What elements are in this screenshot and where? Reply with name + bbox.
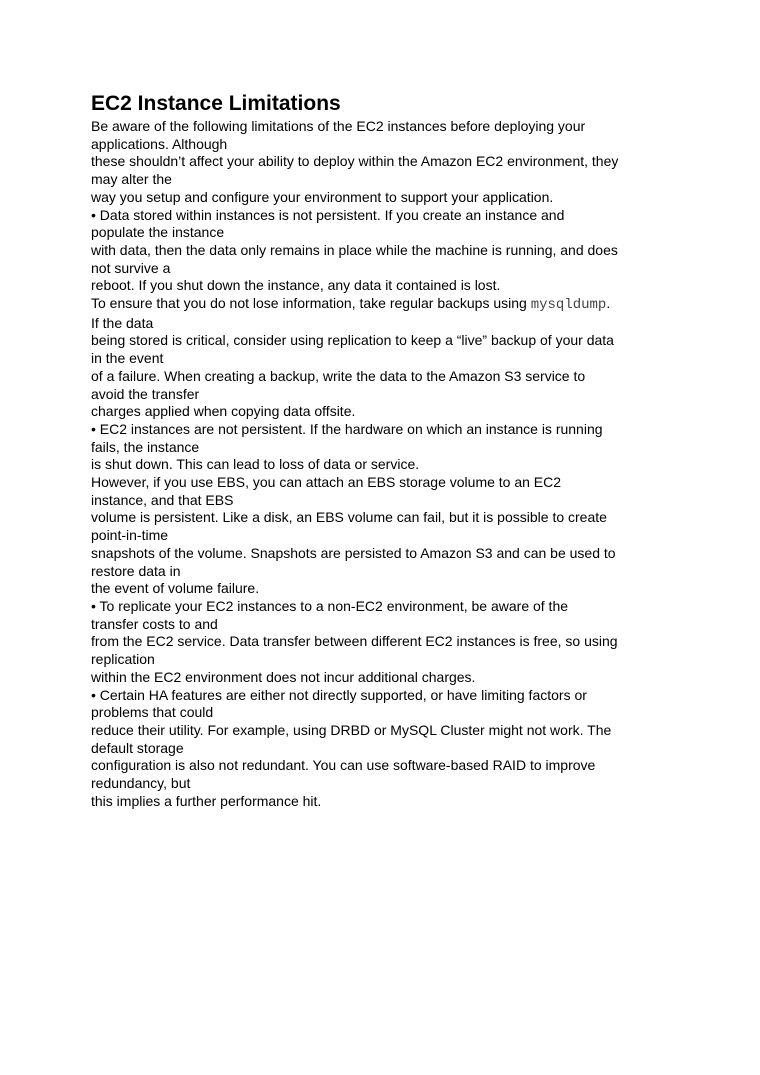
text-line: in the event: [91, 350, 164, 367]
text-line: way you setup and configure your environment to support your application.: [91, 188, 554, 205]
text-line: from the EC2 service. Data transfer between different EC2 instances is free, so using: [91, 633, 618, 650]
text-line: not survive a: [91, 259, 171, 276]
backup-line-prefix: To ensure that you do not lose information, take regular backups using: [91, 295, 531, 312]
text-line: this implies a further performance hit.: [91, 792, 322, 809]
text-line: • Certain HA features are either not directly supported, or have limiting factors or: [91, 686, 587, 703]
text-line: replication: [91, 651, 155, 668]
text-line: populate the instance: [91, 224, 225, 241]
text-line: instance, and that EBS: [91, 491, 234, 508]
text-line: restore data in: [91, 562, 181, 579]
text-line: being stored is critical, consider using replication to keep a “live” backup of your data: [91, 332, 614, 349]
text-line: avoid the transfer: [91, 385, 200, 402]
body-text: [91, 118, 681, 810]
backup-line-suffix: .: [606, 295, 611, 312]
document-page: [91, 92, 681, 810]
code-mysqldump: mysqldump: [530, 297, 607, 314]
text-line: configuration is also not redundant. You can use software-based RAID to improve: [91, 757, 596, 774]
text-line: applications. Although: [91, 135, 228, 152]
text-line: is shut down. This can lead to loss of data or service.: [91, 456, 420, 473]
text-line: • To replicate your EC2 instances to a non-EC2 environment, be aware of the: [91, 597, 569, 614]
text-line: redundancy, but: [91, 775, 191, 792]
text-line: fails, the instance: [91, 438, 200, 455]
text-line: default storage: [91, 739, 184, 756]
text-line: may alter the: [91, 171, 172, 188]
text-line: of a failure. When creating a backup, write the data to the Amazon S3 service to: [91, 367, 586, 384]
text-line: snapshots of the volume. Snapshots are persisted to Amazon S3 and can be used to: [91, 544, 616, 561]
text-line: the event of volume failure.: [91, 580, 260, 597]
text-line: transfer costs to and: [91, 615, 218, 632]
text-line: within the EC2 environment does not incur additional charges.: [91, 668, 476, 685]
text-line: charges applied when copying data offsite.: [91, 403, 356, 420]
text-line: point-in-time: [91, 527, 169, 544]
text-line: However, if you use EBS, you can attach an EBS storage volume to an EC2: [91, 474, 562, 491]
text-line: with data, then the data only remains in place while the machine is running, and does: [91, 241, 618, 258]
text-line: • Data stored within instances is not persistent. If you create an instance and: [91, 206, 565, 223]
backup-line: [91, 295, 681, 315]
text-line: these shouldn’t affect your ability to deploy within the Amazon EC2 environment, they: [91, 153, 619, 170]
page-title: EC2 Instance Limitations: [91, 92, 341, 115]
text-line: reduce their utility. For example, using DRBD or MySQL Cluster might not work. The: [91, 721, 612, 738]
text-line: If the data: [91, 314, 154, 331]
text-line: problems that could: [91, 704, 214, 721]
text-line: • EC2 instances are not persistent. If the hardware on which an instance is running: [91, 420, 603, 437]
text-line: reboot. If you shut down the instance, any data it contained is lost.: [91, 277, 501, 294]
text-line: volume is persistent. Like a disk, an EBS volume can fail, but it is possible to create: [91, 509, 607, 526]
text-line: Be aware of the following limitations of the EC2 instances before deploying your: [91, 118, 586, 134]
